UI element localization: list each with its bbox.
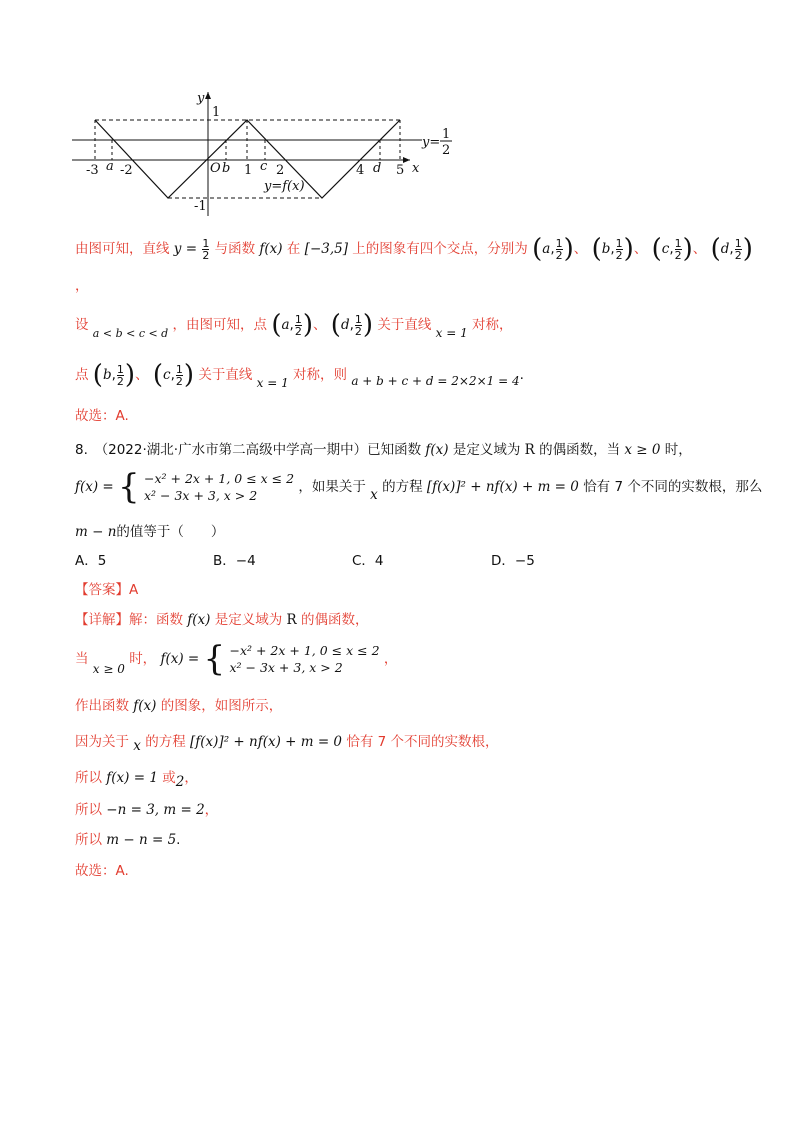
y-tick-1: 1 xyxy=(212,105,221,120)
detail-line2: 当 x ≥ 0 时， f(x) = { −x² + 2x + 1, 0 ≤ x ≤ 2 x² − 3x + 3, x > 2 ， xyxy=(75,639,398,679)
y-axis-label: y xyxy=(197,91,205,106)
quadratic-eq: [f(x)]² + nf(x) + m = 0 xyxy=(426,479,579,495)
tick-c: c xyxy=(260,159,268,174)
tick-1: 1 xyxy=(244,163,253,178)
detail-line7: 所以 m − n = 5. xyxy=(75,832,181,848)
sol7-line1: 由图可知，直线 y = $\frac{1}{2}$ 与函数 f(x) 在 [−3,5] 上的图象有四个交点，分别为 (a, $\frac{1}{2}$ )、 (b, $\frac{1}{2}$ )、 (c, $\frac{1}{2}$ )、 (d, $\frac{1}{2}$ ) xyxy=(75,234,753,264)
sol7-l1-text-c: 在 xyxy=(286,241,301,257)
tick-2: 2 xyxy=(276,163,285,178)
point-c-2: (c, $\frac{1}{2}$ ) xyxy=(152,360,195,390)
detail-choose: 故选：A. xyxy=(75,863,129,879)
option-b: B．−4 xyxy=(213,553,256,569)
piecewise-cases xyxy=(144,470,294,504)
tick-d: d xyxy=(373,161,382,176)
order-expr: a < b < c < d xyxy=(92,327,169,340)
sol7-l1-text-d: 上的图象有四个交点，分别为 xyxy=(352,241,528,257)
sym-line-1: x = 1 xyxy=(435,326,468,340)
detail-line6: 所以 −n = 3, m = 2， xyxy=(75,802,219,818)
y-tick-minus1: -1 xyxy=(194,199,207,214)
piecewise-cases-2: −x² + 2x + 1, 0 ≤ x ≤ 2 x² − 3x + 3, x > 2 xyxy=(229,643,380,675)
point-a: (a, $\frac{1}{2}$ ) xyxy=(532,234,574,264)
y-axis-arrow xyxy=(205,92,211,99)
sol7-choose: 故选：A. xyxy=(75,408,129,424)
case-1: −x² + 2x + 1, 0 ≤ x ≤ 2 xyxy=(143,471,295,486)
sol7-comma: ， xyxy=(75,278,89,294)
detail-line5: 所以 f(x) = 1 或2， xyxy=(75,770,198,790)
detail-line4: 因为关于 x 的方程 [f(x)]² + nf(x) + m = 0 恰有 7 个不同的实数根， xyxy=(75,734,499,754)
sol7-l1-text-b: 与函数 xyxy=(214,241,256,257)
detail-line1: 【详解】解：函数 f(x) 是定义域为 R 的偶函数， xyxy=(75,612,369,628)
tick-origin: O xyxy=(210,161,221,176)
fx-expr: f(x) xyxy=(259,241,283,257)
q8-stem-line3: m − n的值等于（ ） xyxy=(75,524,225,540)
point-d: (d, $\frac{1}{2}$ ) xyxy=(710,234,753,264)
sym-line-2: x = 1 xyxy=(256,376,289,390)
interval: [−3,5] xyxy=(304,241,348,257)
sol7-l1-text-a: 由图可知，直线 xyxy=(75,241,170,257)
x-axis-label: x xyxy=(412,161,420,176)
line-label-num: 1 xyxy=(442,127,451,142)
half-frac: $\frac{1}{2}$ xyxy=(202,236,210,262)
curve-label: y=f(x) xyxy=(264,179,305,194)
point-b-2: (b, $\frac{1}{2}$ ) xyxy=(92,360,136,390)
option-d: D．−5 xyxy=(491,553,535,569)
function-graph xyxy=(60,88,460,218)
option-a: A．5 xyxy=(75,553,107,569)
detail-line3: 作出函数 f(x) 的图象，如图所示， xyxy=(75,698,283,714)
sol7-line-eq: y = xyxy=(173,241,198,257)
cases-brace-2: { xyxy=(203,639,226,679)
tick-a: a xyxy=(106,159,114,174)
sol7-line2: 设 $_{a < b < c < d}$ ，由图可知，点 (a, $\frac{1}{2}$ )、 (d, $\frac{1}{2}$ ) 关于直线 x = 1 对称， xyxy=(75,310,513,340)
sol7-line3: 点 (b, $\frac{1}{2}$ )、 (c, $\frac{1}{2}$ ) 关于直线 x = 1 对称，则 a + b + c + d = 2×2×1 = 4. xyxy=(75,360,524,390)
q8-stem-line2: f(x) = { −x² + 2x + 1, 0 ≤ x ≤ 2 x² − 3x + 3, x > 2 ，如果关于 x 的方程 [f(x)]² + nf(x) + m = 0 恰有 7 个不同的实数根，那么 xyxy=(75,467,763,507)
answer-tag: 【答案】A xyxy=(75,582,139,598)
point-c: (c, $\frac{1}{2}$ ) xyxy=(651,234,693,264)
tick-5: 5 xyxy=(396,163,405,178)
line-label: y= xyxy=(422,135,441,150)
point-b: (b, $\frac{1}{2}$ ) xyxy=(591,234,634,264)
tick-4: 4 xyxy=(356,163,365,178)
cases-brace: { xyxy=(118,467,140,507)
option-c: C．4 xyxy=(352,553,384,569)
point-d-2: (d, $\frac{1}{2}$ ) xyxy=(330,310,374,340)
f-lhs: f(x) = xyxy=(75,479,114,495)
sum-eq: a + b + c + d = 2×2×1 = 4 xyxy=(351,374,520,388)
tick-b: b xyxy=(222,161,231,176)
tick-minus2: -2 xyxy=(120,163,133,178)
point-a-2: (a, $\frac{1}{2}$ ) xyxy=(271,310,313,340)
tick-minus3: -3 xyxy=(86,163,99,178)
line-label-den: 2 xyxy=(442,143,451,158)
case-2: x² − 3x + 3, x > 2 xyxy=(143,488,258,503)
q8-stem-line1: 8. （2022·湖北·广水市第二高级中学高一期中）已知函数 f(x) 是定义域为 R 的偶函数，当 x ≥ 0 时， xyxy=(75,442,692,458)
